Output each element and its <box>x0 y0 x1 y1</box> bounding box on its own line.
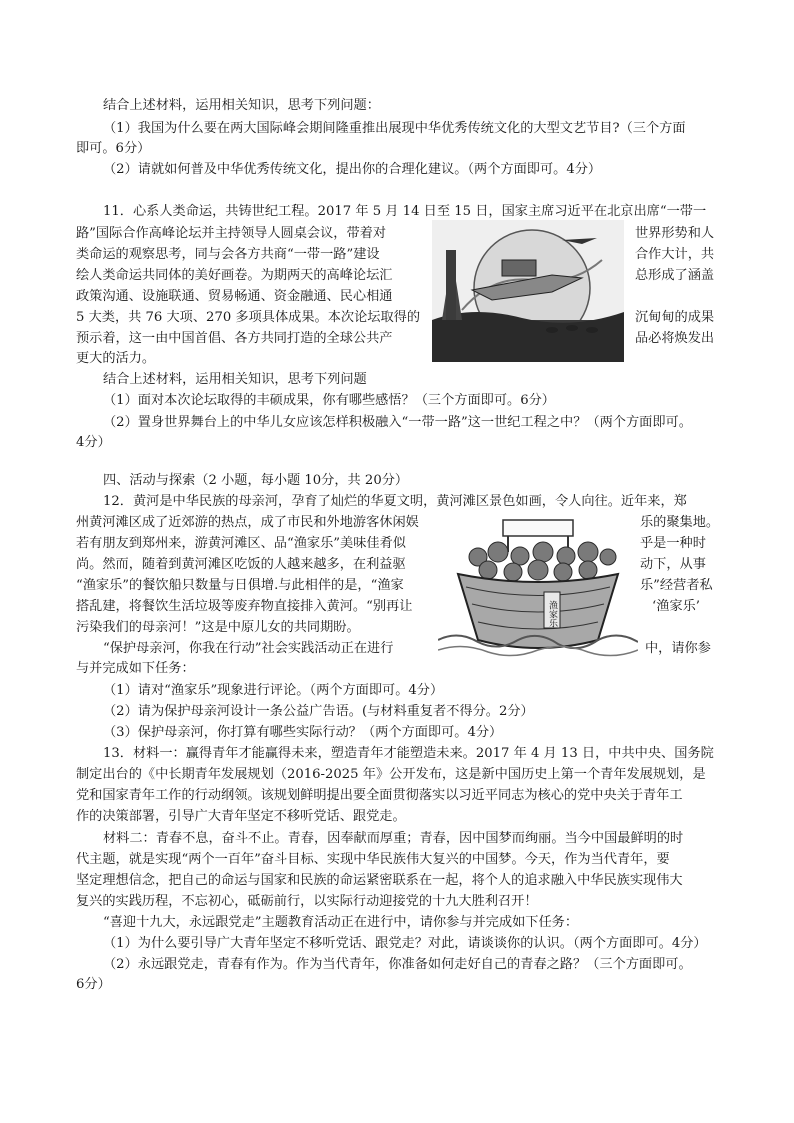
q12-line-8a: “保护母亲河，你我在行动”社会实践活动正在进行 <box>103 641 394 656</box>
q11-line-4b: 总形成了涵盖 <box>635 268 715 283</box>
q11-line-8: 更大的活力。 <box>76 351 156 366</box>
q13-line-4: 作的决策部署，引导广大青年坚定不移听党话、跟党走。 <box>76 809 406 824</box>
q11-line-7a: 预示着，这一由中国首倡、各方共同打造的全球公共产 <box>76 331 393 346</box>
prev-question-1: （1）我国为什么要在两大国际峰会期间隆重推出展现中华优秀传统文化的大型文艺节目?（三个方面 <box>103 121 686 136</box>
q11-line-3a: 类命运的观察思考，同与会各方共商“一带一路”建设 <box>76 247 380 262</box>
q12-line-2b: 乐的聚集地。 <box>640 515 720 530</box>
q11-line-6a: 5 大类，共 76 大项、270 多项具体成果。本次论坛取得的 <box>76 310 421 325</box>
q13-material-2-line-3: 坚定理想信念，把自己的命运与国家和民族的命运紧密联系在一起，将个人的追求融入中华民族实现伟大 <box>76 873 683 888</box>
q13-sub-2: （2）永远跟党走，青春有作为。作为当代青年，你准备如何走好自己的青春之路？（三个方面即可。 <box>103 957 692 972</box>
fishing-boat-illustration <box>438 512 638 660</box>
boat-sign-label: 渔家乐 <box>547 600 557 628</box>
q12-line-9: 与并完成如下任务： <box>76 661 195 676</box>
q11-line-5: 政策沟通、设施联通、贸易畅通、资金融通、民心相通 <box>76 289 393 304</box>
q11-line-7b: 品必将焕发出 <box>635 331 715 346</box>
q13-line-1: 13．材料一：赢得青年才能赢得未来，塑造青年才能塑造未来。2017 年 4 月 13 日，中共中央、国务院 <box>103 746 714 761</box>
q11-sub-1: （1）面对本次论坛取得的丰硕成果，你有哪些感悟？（三个方面即可。6分） <box>103 393 555 408</box>
q13-material-2-line-2: 代主题，就是实现“两个一百年”奋斗目标、实现中华民族伟大复兴的中国梦。今天，作为当代青年，要 <box>76 852 670 867</box>
q11-line-4a: 绘人类命运共同体的美好画卷。为期两天的高峰论坛汇 <box>76 268 393 283</box>
q11-line-2b: 世界形势和人 <box>635 226 715 241</box>
q12-line-4b: 动下，从事 <box>640 557 706 572</box>
q13-sub-1: （1）为什么要引导广大青年坚定不移听党话、跟党走？对此，请谈谈你的认识。（两个方面即可。4分） <box>103 936 707 951</box>
q12-line-2a: 州黄河滩区成了近郊游的热点，成了市民和外地游客休闲娱 <box>76 515 419 530</box>
q11-sub-2: （2）置身世界舞台上的中华儿女应该怎样积极融入“一带一路”这一世纪工程之中？（两个方面即可。 <box>103 415 692 430</box>
q13-material-2-line-1: 材料二：青春不息，奋斗不止。青春，因奉献而厚重；青春，因中国梦而绚丽。当今中国最鲜明的时 <box>103 831 684 846</box>
q12-line-8b: 中，请你参 <box>645 641 711 656</box>
q11-intro: 结合上述材料，运用相关知识，思考下列问题 <box>103 372 367 387</box>
q13-line-3: 党和国家青年工作的行动纲领。该规划鲜明提出要全面贯彻落实以习近平同志为核心的党中央关于青年工 <box>76 788 683 803</box>
q11-line-3b: 合作大计，共 <box>635 247 715 262</box>
q12-line-7: 污染我们的母亲河！”这是中原儿女的共同期盼。 <box>76 620 360 635</box>
q13-line-2: 制定出台的《中长期青年发展规划（2016-2025 年》公开发布，这是新中国历史上第一个青年发展规划，是 <box>76 767 706 782</box>
prev-question-2: （2）请就如何普及中华优秀传统文化，提出你的合理化建议。（两个方面即可。4分） <box>103 162 602 177</box>
q12-line-3b: 乎是一种时 <box>640 536 706 551</box>
prev-question-1-cont: 即可。6分） <box>76 141 151 156</box>
q12-line-6a: 搭乱建，将餐饮生活垃圾等废弃物直接排入黄河。“别再让 <box>76 599 413 614</box>
belt-and-road-drawing <box>432 220 624 362</box>
section-4-heading: 四、活动与探索（2 小题，每小题 10分，共 20分） <box>103 473 409 488</box>
q12-sub-3: （3）保护母亲河，你打算有哪些实际行动？（两个方面即可。4分） <box>103 725 503 740</box>
q11-line-2a: 路”国际合作高峰论坛并主持领导人圆桌会议，带着对 <box>76 226 387 241</box>
fishing-boat-drawing <box>438 512 638 660</box>
belt-and-road-illustration <box>432 220 624 362</box>
q12-line-5a: “渔家乐”的餐饮船只数量与日俱增.与此相伴的是，“渔家 <box>76 578 404 593</box>
q12-line-4a: 尚。然而，随着到黄河滩区吃饭的人越来越多，在利益驱 <box>76 557 406 572</box>
q11-line-6b: 沉甸甸的成果 <box>635 310 715 325</box>
q12-sub-2: （2）请为保护母亲河设计一条公益广告语。(与材料重复者不得分。2分） <box>103 704 534 719</box>
q12-line-3a: 若有朋友到郑州来，游黄河滩区、品“渔家乐”美味佳肴似 <box>76 536 406 551</box>
q13-sub-2-cont: 6分） <box>76 977 111 992</box>
q13-intro: “喜迎十九大，永远跟党走”主题教育活动正在进行中，请你参与并完成如下任务： <box>103 915 579 930</box>
q11-line-1: 11．心系人类命运，共铸世纪工程。2017 年 5 月 14 日至 15 日，国家主席习近平在北京出席“一带一 <box>103 204 707 219</box>
prev-intro: 结合上述材料，运用相关知识，思考下列问题： <box>103 98 380 113</box>
q12-line-1: 12．黄河是中华民族的母亲河，孕育了灿烂的华夏文明，黄河滩区景色如画，令人向往。近年来，郑 <box>103 494 687 509</box>
q13-material-2-line-4: 复兴的实践历程，不忘初心，砥砺前行，以实际行动迎接党的十九大胜利召开！ <box>76 894 538 909</box>
q12-sub-1: （1）请对“渔家乐”现象进行评论。（两个方面即可。4分） <box>103 683 444 698</box>
q12-line-6b: ‘渔家乐’ <box>652 599 700 614</box>
q12-line-5b: 乐”经营者私 <box>640 578 713 593</box>
q11-sub-2-cont: 4分） <box>76 435 111 450</box>
